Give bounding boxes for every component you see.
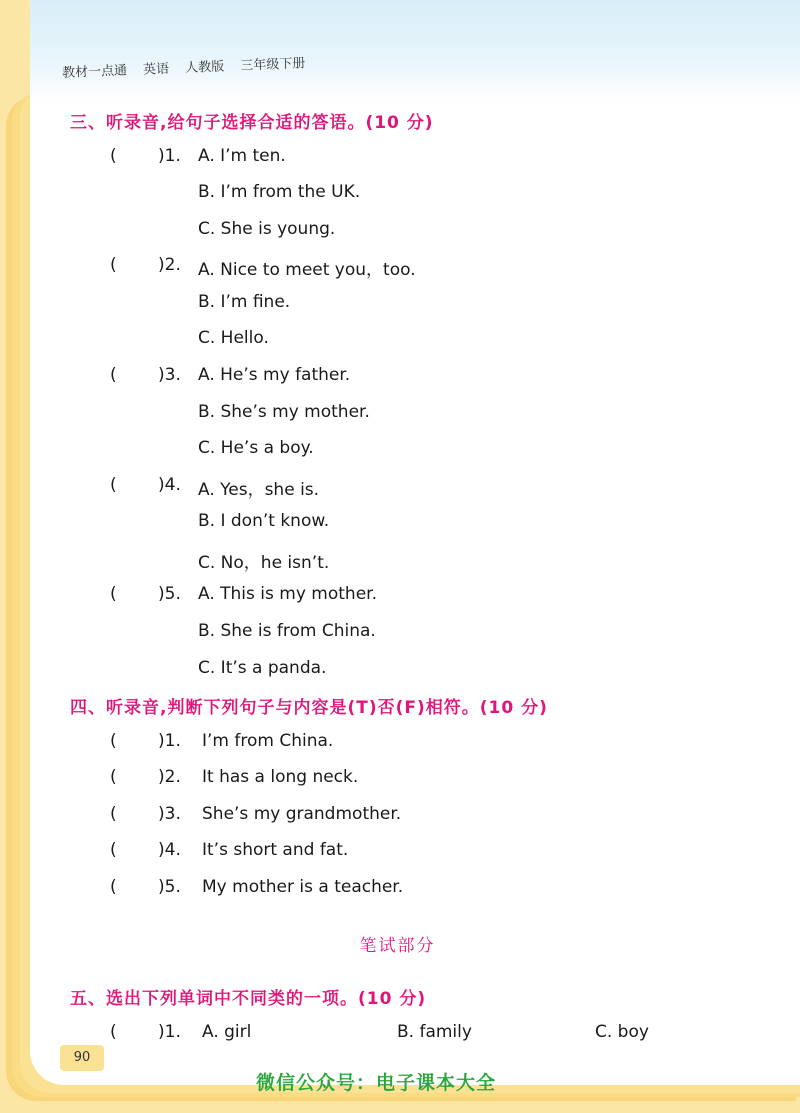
section-5-title: 五、选出下列单词中不同类的一项。(10 分) [70,989,427,1009]
option: B. She’s my mother. [198,402,370,422]
question-number: )1. [158,1022,181,1042]
option: B. I don’t know. [198,511,330,531]
option: C. It’s a panda. [198,658,327,678]
option: B. I’m from the UK. [198,182,361,202]
statement: I’m from China. [202,731,334,751]
textbook-page [30,0,800,1085]
answer-blank[interactable]: ( [110,877,117,897]
answer-blank[interactable]: ( [110,804,117,824]
answer-blank[interactable]: ( [110,767,117,787]
question-number: )5. [158,877,181,897]
option: C. He’s a boy. [198,438,314,458]
option: C. boy [595,1022,649,1042]
option: A. I’m ten. [198,146,286,166]
option: C. She is young. [198,219,336,239]
question-number: )2. [158,767,181,787]
option: A. Yes，she is. [198,480,320,500]
option: B. family [397,1022,472,1042]
page-number: 90 [60,1045,104,1071]
watermark: 微信公众号：电子课本大全 [256,1072,497,1094]
option: A. This is my mother. [198,584,377,604]
option: A. Nice to meet you，too. [198,260,416,280]
subject: 英语 [142,61,170,78]
section-3-title: 三、听录音,给句子选择合适的答语。(10 分) [70,113,434,133]
answer-blank[interactable]: ( [110,255,117,275]
statement: It has a long neck. [202,767,359,787]
question-number: )4. [158,475,181,495]
question-number: )1. [158,146,181,166]
question-number: )3. [158,365,181,385]
section-4-title: 四、听录音,判断下列句子与内容是(T)否(F)相符。(10 分) [70,698,548,718]
answer-blank[interactable]: ( [110,1022,117,1042]
option: B. She is from China. [198,621,376,641]
option: C. Hello. [198,328,269,348]
question-number: )5. [158,584,181,604]
question-number: )2. [158,255,181,275]
answer-blank[interactable]: ( [110,146,117,166]
answer-blank[interactable]: ( [110,584,117,604]
option: C. No，he isn’t. [198,553,330,573]
answer-blank[interactable]: ( [110,731,117,751]
written-part-title: 笔试部分 [359,936,436,956]
statement: My mother is a teacher. [202,877,404,897]
publisher: 人教版 [184,59,225,77]
question-number: )1. [158,731,181,751]
answer-blank[interactable]: ( [110,475,117,495]
option: B. I’m fine. [198,292,291,312]
question-number: )3. [158,804,181,824]
statement: She’s my grandmother. [202,804,402,824]
header-band [30,0,800,100]
grade: 三年级下册 [240,56,306,74]
answer-blank[interactable]: ( [110,365,117,385]
book-name: 教材一点通 [61,63,128,81]
option: A. He’s my father. [198,365,351,385]
option: A. girl [202,1022,252,1042]
question-number: )4. [158,840,181,860]
statement: It’s short and fat. [202,840,349,860]
answer-blank[interactable]: ( [110,840,117,860]
